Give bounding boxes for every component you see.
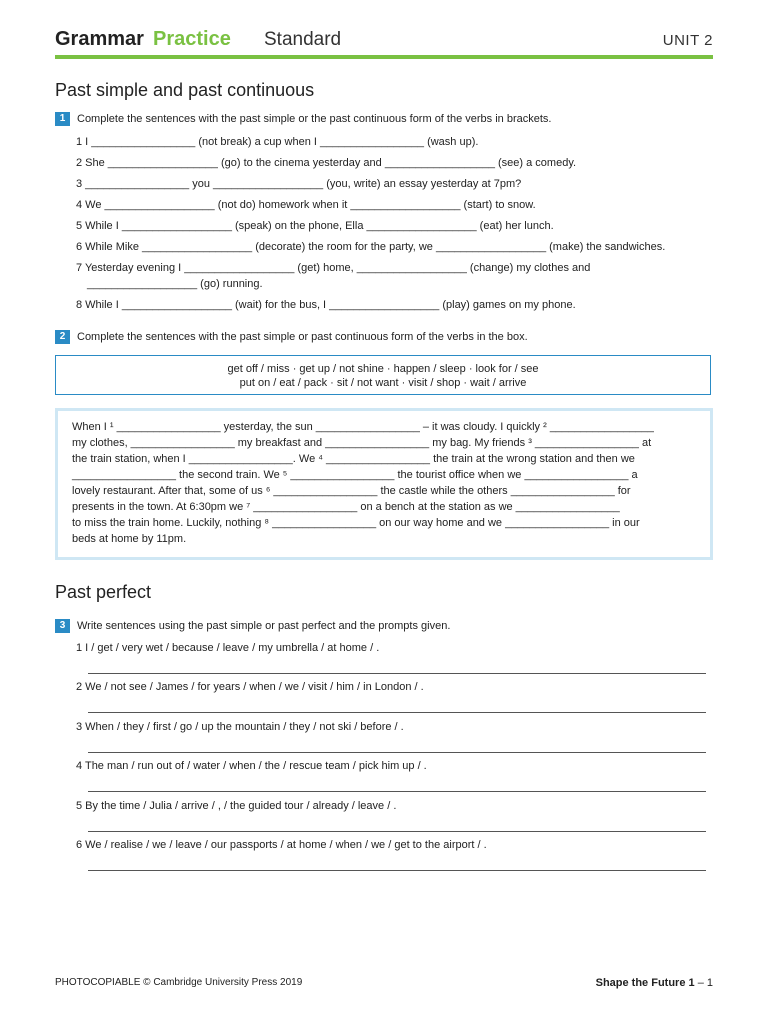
page-header xyxy=(55,28,713,52)
exercise-line[interactable]: __________________ (go) running. xyxy=(87,278,263,290)
answer-line[interactable] xyxy=(88,712,706,713)
exercise-number-badge: 1 xyxy=(55,112,70,126)
gap-fill-text-box xyxy=(55,408,713,560)
gap-fill-line: beds at home by 11pm. xyxy=(72,533,187,545)
gap-fill-line[interactable]: When I ¹ _________________ yesterday, the sun _________________ – it was cloudy. I quickly ² _________________ xyxy=(72,421,654,433)
gap-fill-line[interactable]: the train station, when I _________________. We ⁴ _________________ the train at the wrong station and then we xyxy=(72,453,635,465)
section-title-past-perfect: Past perfect xyxy=(55,582,152,602)
exercise-line[interactable]: 2 She __________________ (go) to the cinema yesterday and __________________ (see) a comedy. xyxy=(76,157,577,169)
unit-label: UNIT 2 xyxy=(662,32,713,49)
exercise-line[interactable]: 6 While Mike __________________ (decorate) the room for the party, we __________________ (make) the sandwiches. xyxy=(76,241,666,253)
exercise-1-heading xyxy=(55,112,551,126)
footer-page-number: – 1 xyxy=(694,977,713,989)
prompt-line: 3 When / they / first / go / up the mountain / they / not ski / before / . xyxy=(76,721,404,733)
exercise-2-heading xyxy=(55,330,528,344)
footer-book-title: Shape the Future 1 xyxy=(595,977,695,989)
exercise-3-heading xyxy=(55,619,450,633)
title-level: Standard xyxy=(264,29,342,50)
exercise-number-badge: 2 xyxy=(55,330,70,344)
answer-line[interactable] xyxy=(88,831,706,832)
exercise-line[interactable]: 1 I _________________ (not break) a cup when I _________________ (wash up). xyxy=(76,136,479,148)
footer-page xyxy=(596,977,713,989)
gap-fill-line[interactable]: my clothes, _________________ my breakfast and _________________ my bag. My friends ³ _________________ at xyxy=(72,437,652,449)
exercise-instruction: Write sentences using the past simple or past perfect and the prompts given. xyxy=(77,620,451,632)
gap-fill-line[interactable]: lovely restaurant. After that, some of us ⁶ _________________ the castle while the others _________________ for xyxy=(72,485,631,497)
prompt-line: 6 We / realise / we / leave / our passports / at home / when / we / get to the airport / . xyxy=(76,839,487,851)
answer-line[interactable] xyxy=(88,673,706,674)
exercise-line[interactable]: 3 _________________ you __________________ (you, write) an essay yesterday at 7pm? xyxy=(76,178,522,190)
exercise-number-badge: 3 xyxy=(55,619,70,633)
answer-line[interactable] xyxy=(88,870,706,871)
header-rule xyxy=(55,55,713,59)
gap-fill-line[interactable]: _________________ the second train. We ⁵ _________________ the tourist office when we _________________ a xyxy=(72,469,638,481)
exercise-line[interactable]: 7 Yesterday evening I __________________ (get) home, __________________ (change) my clothes and xyxy=(76,262,591,274)
answer-line[interactable] xyxy=(88,752,706,753)
word-box-line: get off / miss · get up / not shine · happen / sleep · look for / see xyxy=(227,363,539,375)
prompt-line: 4 The man / run out of / water / when / the / rescue team / pick him up / . xyxy=(76,760,427,772)
prompt-line: 2 We / not see / James / for years / when / we / visit / him / in London / . xyxy=(76,681,424,693)
prompt-line: 5 By the time / Julia / arrive / , / the guided tour / already / leave / . xyxy=(76,800,397,812)
section-title-past-simple: Past simple and past continuous xyxy=(55,80,315,100)
title-practice: Practice xyxy=(153,28,231,50)
gap-fill-line[interactable]: presents in the town. At 6:30pm we ⁷ _________________ on a bench at the station as we _________________ xyxy=(72,501,620,513)
gap-fill-line[interactable]: to miss the train home. Luckily, nothing ⁸ _________________ on our way home and we _________________ in our xyxy=(72,517,640,529)
word-box xyxy=(55,355,711,395)
title-grammar: Grammar xyxy=(55,28,144,50)
exercise-line[interactable]: 4 We __________________ (not do) homework when it __________________ (start) to snow. xyxy=(76,199,536,211)
word-box-line: put on / eat / pack · sit / not want · visit / shop · wait / arrive xyxy=(239,377,527,389)
footer-copyright: PHOTOCOPIABLE © Cambridge University Press 2019 xyxy=(55,977,303,988)
answer-line[interactable] xyxy=(88,791,706,792)
exercise-instruction: Complete the sentences with the past simple or past continuous form of the verbs in the box. xyxy=(77,331,528,343)
exercise-instruction: Complete the sentences with the past simple or the past continuous form of the verbs in brackets. xyxy=(77,113,552,125)
exercise-line[interactable]: 8 While I __________________ (wait) for the bus, I __________________ (play) games on my phone. xyxy=(76,299,576,311)
exercise-line[interactable]: 5 While I __________________ (speak) on the phone, Ella __________________ (eat) her lunch. xyxy=(76,220,554,232)
prompt-line: 1 I / get / very wet / because / leave / my umbrella / at home / . xyxy=(76,642,380,654)
